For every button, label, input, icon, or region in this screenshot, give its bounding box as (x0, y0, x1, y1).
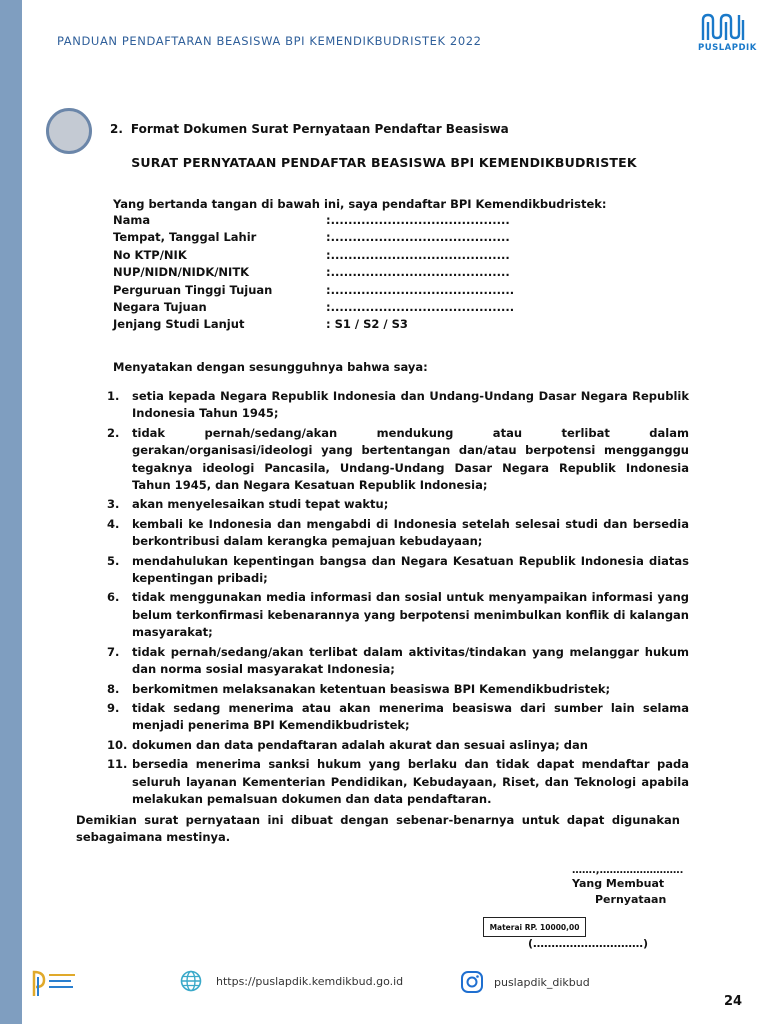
item-text: bersedia menerima sanksi hukum yang berlaku dan tidak dapat mendaftar pada seluruh layanan Kementerian Pendidikan, Kebudayaan, Riset, dan Teknologi apabila melakukan pemalsuan dokumen dan data pendaftaran. (132, 757, 689, 806)
field-row (113, 248, 583, 265)
field-label: NUP/NIDN/NIDK/NITK (113, 265, 250, 280)
item-text: mendahulukan kepentingan bangsa dan Negara Kesatuan Republik Indonesia diatas kepentingan pribadi; (132, 553, 689, 586)
item-number: 2. (107, 425, 120, 440)
item-number: 5. (107, 553, 120, 568)
logo-text: PUSLAPDIK (698, 43, 757, 53)
instagram-icon (460, 970, 484, 994)
item-text: berkomitmen melaksanakan ketentuan beasiswa BPI Kemendikbudristek; (132, 681, 611, 696)
globe-icon (180, 970, 202, 992)
document-title: SURAT PERNYATAAN PENDAFTAR BEASISWA BPI KEMENDIKBUDRISTEK (131, 155, 637, 170)
list-item (107, 425, 689, 495)
materai-stamp-box: Materai RP. 10000,00 (483, 917, 586, 937)
item-text: dokumen dan data pendaftaran adalah akurat dan sesuai aslinya; dan (132, 737, 588, 752)
list-item (107, 681, 689, 698)
item-number: 6. (107, 590, 120, 605)
item-text: tidak sedang menerima atau akan menerima beasiswa dari sumber lain selama menjadi penerima BPI Kemendikbudristek; (132, 700, 689, 733)
field-row (113, 213, 583, 230)
item-text: tidak pernah/sedang/akan mendukung atau terlibat dalam gerakan/organisasi/ideologi yang bertentangan dan/atau berpotensi mengganggu tegaknya ideologi Pancasila, Undang-Undang Dasar Negara Republik Indonesia Tahun 1945, dan Negara Kesatuan Republik Indonesia; (132, 425, 689, 493)
instagram-handle[interactable]: puslapdik_dikbud (494, 975, 590, 989)
closing-statement: Demikian surat pernyataan ini dibuat dengan sebenar-benarnya untuk dapat digunakan sebagaimana mestinya. (76, 813, 680, 844)
item-number: 1. (107, 389, 120, 403)
section-number: 2. (110, 122, 123, 136)
item-number: 4. (107, 516, 120, 531)
signature-label-line2: Pernyataan (595, 893, 667, 906)
beasiswa-logo-icon (30, 968, 80, 998)
intro-text: Yang bertanda tangan di bawah ini, saya pendaftar BPI Kemendikbudristek: (113, 197, 607, 211)
item-number: 10. (107, 737, 128, 752)
puslapdik-logo (698, 12, 757, 62)
declaration-list (107, 388, 689, 810)
field-value: :......................................... (326, 247, 510, 262)
field-row (113, 317, 583, 334)
field-value: :......................................... (326, 213, 510, 227)
item-text: akan menyelesaikan studi tepat waktu; (132, 497, 389, 512)
field-row (113, 230, 583, 247)
field-row (113, 283, 583, 300)
item-number: 3. (107, 497, 120, 512)
left-side-bar (0, 0, 22, 1024)
website-link[interactable]: https://puslapdik.kemdikbud.go.id (216, 974, 404, 988)
field-label: Jenjang Studi Lanjut (113, 317, 245, 332)
signature-name: (…………………………) (528, 937, 649, 950)
puslapdik-logo-icon (700, 12, 746, 42)
field-value: : S1 / S2 / S3 (326, 317, 408, 332)
field-label: Nama (113, 213, 151, 227)
field-label: No KTP/NIK (113, 247, 187, 262)
list-item (107, 700, 689, 735)
list-item (107, 516, 689, 551)
field-row (113, 265, 583, 282)
signature-place-date: …….,……………………. (572, 865, 684, 876)
field-label: Negara Tujuan (113, 299, 207, 314)
item-number: 8. (107, 681, 120, 696)
signature-label-line1: Yang Membuat (572, 877, 665, 890)
field-value: :.......................................... (326, 282, 515, 297)
footer-website (180, 970, 403, 992)
list-item (107, 553, 689, 588)
header-title: PANDUAN PENDAFTARAN BEASISWA BPI KEMENDIKBUDRISTEK 2022 (57, 34, 482, 48)
declaration-intro: Menyatakan dengan sesungguhnya bahwa saya: (113, 360, 428, 374)
field-label: Tempat, Tanggal Lahir (113, 230, 257, 245)
field-label: Perguruan Tinggi Tujuan (113, 282, 273, 297)
field-value: :.......................................... (326, 299, 515, 314)
decorative-circle (46, 108, 92, 154)
list-item (107, 737, 689, 754)
field-value: :......................................... (326, 265, 510, 280)
item-text: setia kepada Negara Republik Indonesia dan Undang-Undang Dasar Negara Republik Indonesia Tahun 1945; (132, 389, 689, 421)
field-value: :......................................... (326, 230, 510, 245)
field-row (113, 300, 583, 317)
item-text: tidak menggunakan media informasi dan sosial untuk menyampaikan informasi yang belum terkonfirmasi kebenarannya yang berpotensi menimbulkan konflik di kalangan masyarakat; (132, 590, 689, 640)
identity-fields (113, 213, 583, 335)
item-number: 7. (107, 644, 120, 659)
item-number: 11. (107, 757, 128, 772)
list-item (107, 756, 689, 808)
list-item (107, 388, 689, 423)
list-item (107, 644, 689, 679)
item-text: tidak pernah/sedang/akan terlibat dalam aktivitas/tindakan yang melanggar hukum dan norma sosial masyarakat Indonesia; (132, 644, 689, 677)
section-title-text: Format Dokumen Surat Pernyataan Pendaftar Beasiswa (130, 122, 509, 136)
list-item (107, 496, 689, 513)
item-number: 9. (107, 700, 120, 715)
item-text: kembali ke Indonesia dan mengabdi di Indonesia setelah selesai studi dan bersedia berkontribusi dalam kerangka pemajuan kebudayaan; (132, 516, 689, 549)
section-title (110, 122, 509, 136)
page-number: 24 (724, 994, 743, 1009)
list-item (107, 589, 689, 641)
footer-instagram (460, 970, 590, 994)
footer-logo (30, 968, 80, 998)
